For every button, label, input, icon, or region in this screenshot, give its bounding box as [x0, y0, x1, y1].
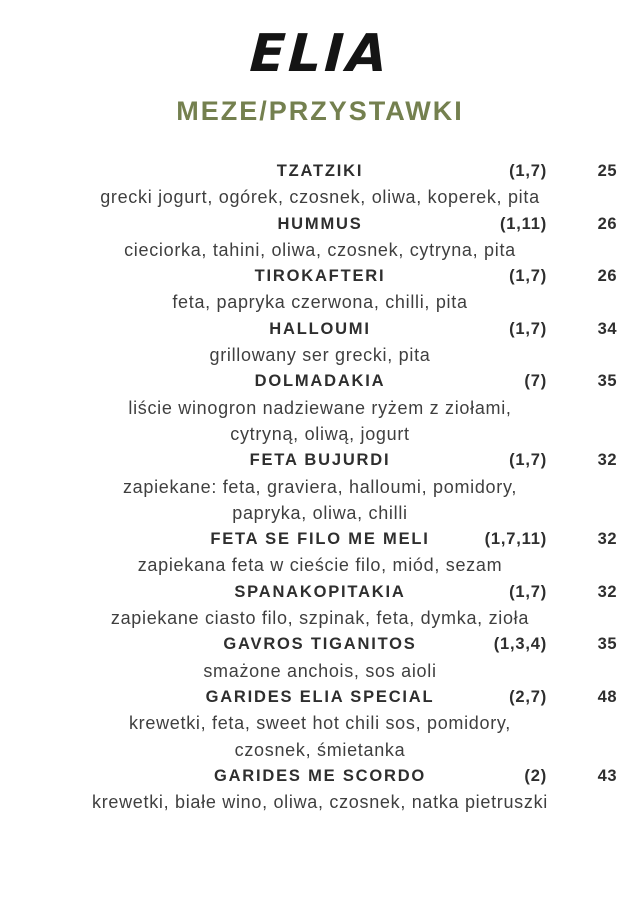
- item-description: zapiekane ciasto filo, szpinak, feta, dymka, zioła: [110, 608, 530, 629]
- item-description: feta, papryka czerwona, chilli, pita: [172, 292, 468, 313]
- menu-item-header: [0, 631, 640, 657]
- menu-item: [0, 684, 640, 763]
- item-description: krewetki, feta, sweet hot chili sos, pomidory,: [128, 713, 511, 734]
- item-allergens: (2,7): [509, 687, 547, 706]
- item-price: 34: [597, 319, 617, 338]
- item-name: HUMMUS: [277, 214, 363, 233]
- item-allergens: (1,7): [509, 582, 547, 601]
- item-allergens: (1,3,4): [493, 635, 547, 654]
- menu-item: [0, 316, 640, 369]
- menu-item: [0, 526, 640, 579]
- menu-item-header: [0, 579, 640, 605]
- item-price: 32: [597, 582, 617, 601]
- item-allergens: (1,7): [509, 162, 547, 180]
- item-name: TIROKAFTERI: [254, 267, 386, 286]
- menu-item-header: [0, 211, 640, 237]
- restaurant-title: ELIA: [248, 24, 392, 84]
- item-description: cieciorka, tahini, oliwa, czosnek, cytryna, pita: [124, 239, 516, 260]
- item-name: FETA BUJURDI: [249, 451, 391, 470]
- menu-item: [0, 158, 640, 211]
- item-name: DOLMADAKIA: [254, 372, 386, 391]
- item-description: papryka, oliwa, chilli: [232, 502, 408, 523]
- menu-item-header: [0, 447, 640, 473]
- menu-item: [0, 263, 640, 316]
- item-price: 26: [597, 214, 617, 233]
- item-description: cytryną, oliwą, jogurt: [230, 423, 410, 444]
- menu-item-header: [0, 526, 640, 552]
- menu-item: [0, 211, 640, 264]
- item-name: HALLOUMI: [269, 319, 371, 338]
- menu-item-header: [0, 368, 640, 394]
- item-price: 43: [597, 766, 617, 785]
- item-name: FETA SE FILO ME MELI: [210, 530, 430, 549]
- item-allergens: (1,7): [509, 451, 547, 470]
- menu-item: [0, 368, 640, 447]
- item-name: GAVROS TIGANITOS: [223, 635, 417, 654]
- item-allergens: (1,7,11): [484, 530, 547, 549]
- item-allergens: (1,7): [509, 267, 547, 286]
- item-name: GARIDES ME SCORDO: [213, 766, 427, 785]
- item-name: GARIDES ELIA SPECIAL: [205, 687, 435, 706]
- menu-item: [0, 447, 640, 526]
- menu-list: [0, 158, 640, 815]
- item-price: 26: [597, 267, 617, 286]
- menu-item-header: [0, 684, 640, 710]
- menu-item: [0, 579, 640, 632]
- item-price: 25: [597, 162, 617, 180]
- item-description: czosnek, śmietanka: [234, 739, 406, 760]
- menu-item-header: [0, 316, 640, 342]
- item-name: TZATZIKI: [276, 162, 364, 180]
- item-price: 35: [597, 635, 617, 654]
- menu-item-header: [0, 263, 640, 289]
- menu-item-header: [0, 158, 640, 184]
- item-allergens: (1,7): [509, 319, 547, 338]
- item-name: SPANAKOPITAKIA: [234, 582, 406, 601]
- menu-item: [0, 763, 640, 816]
- item-description: zapiekane: feta, graviera, halloumi, pomidory,: [122, 476, 518, 497]
- item-allergens: (7): [524, 372, 547, 391]
- item-description: grecki jogurt, ogórek, czosnek, oliwa, koperek, pita: [100, 187, 540, 208]
- item-description: smażone anchois, sos aioli: [203, 660, 437, 681]
- item-price: 32: [597, 451, 617, 470]
- section-heading: MEZE/PRZYSTAWKI: [176, 96, 464, 126]
- menu-item: [0, 631, 640, 684]
- item-description: grillowany ser grecki, pita: [209, 345, 431, 366]
- item-description: krewetki, białe wino, oliwa, czosnek, natka pietruszki: [92, 792, 548, 813]
- item-price: 35: [597, 372, 617, 391]
- item-price: 32: [597, 530, 617, 549]
- menu-item-header: [0, 763, 640, 789]
- item-allergens: (1,11): [500, 214, 547, 233]
- item-description: zapiekana feta w cieście filo, miód, sezam: [137, 555, 503, 576]
- item-price: 48: [597, 687, 617, 706]
- item-description: liście winogron nadziewane ryżem z ziołami,: [128, 397, 512, 418]
- item-allergens: (2): [524, 766, 547, 785]
